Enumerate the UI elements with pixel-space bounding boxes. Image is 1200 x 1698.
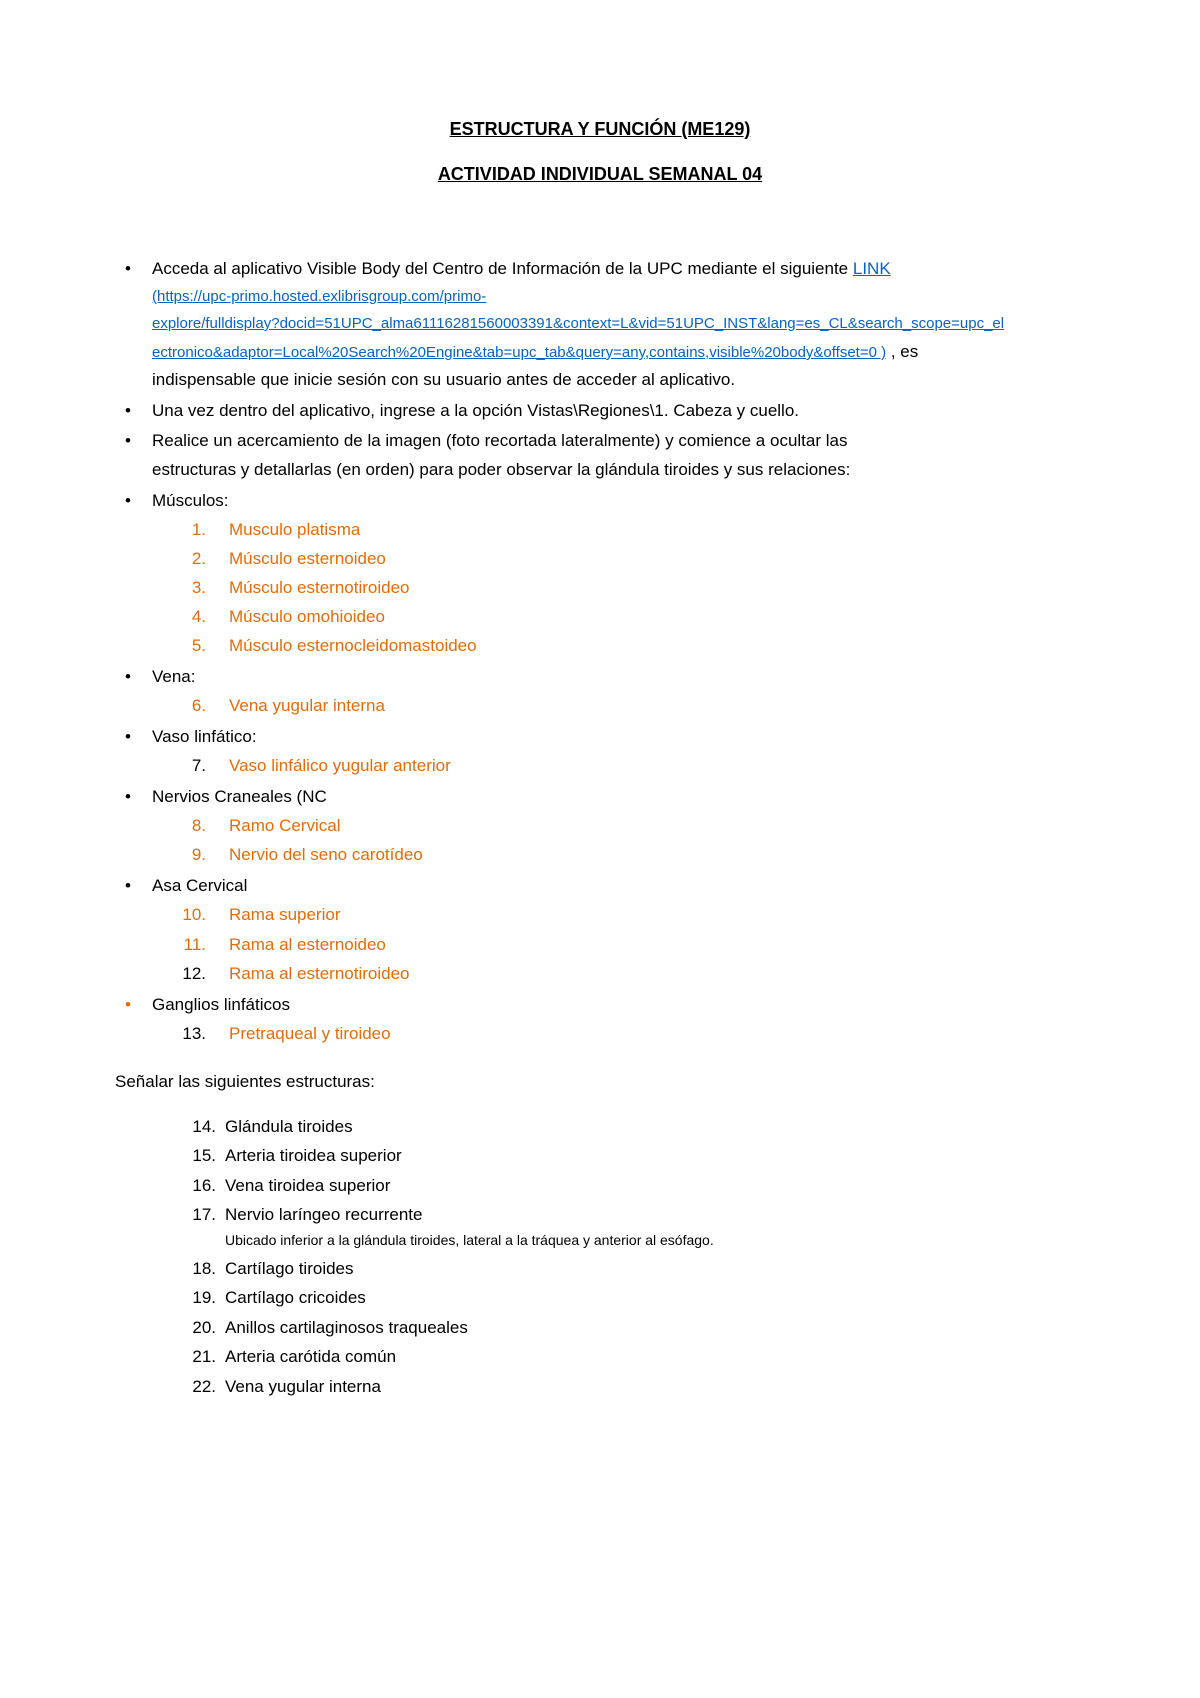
list-item: Nervio laríngeo recurrente bbox=[225, 1205, 423, 1224]
item-number: 22. bbox=[192, 1377, 216, 1396]
bullet-icon: • bbox=[125, 876, 131, 895]
list-item: Musculo platisma bbox=[229, 520, 361, 539]
url-link-part-1[interactable]: (https://upc-primo.hosted.exlibrisgroup.com/primo- bbox=[152, 288, 487, 305]
list-item: Nervio del seno carotídeo bbox=[229, 845, 423, 864]
list-item: Músculo esternotiroideo bbox=[229, 578, 410, 597]
document-subtitle: ACTIVIDAD INDIVIDUAL SEMANAL 04 bbox=[437, 164, 763, 184]
item-note: Ubicado inferior a la glándula tiroides, lateral a la tráquea y anterior al esófago. bbox=[225, 1232, 714, 1248]
item-number: 9. bbox=[191, 845, 206, 864]
intro-text: Acceda al aplicativo Visible Body del Centro de Información de la UPC mediante el siguiente bbox=[152, 259, 853, 278]
item-number: 15. bbox=[192, 1146, 216, 1165]
list-item: Vena yugular interna bbox=[225, 1377, 381, 1396]
item-number: 14. bbox=[192, 1117, 216, 1136]
list-item: Vena yugular interna bbox=[229, 696, 385, 715]
url-link-part-3[interactable]: ectronico&adaptor=Local%20Search%20Engine&tab=upc_tab&query=any,contains,visible%20body&offset=0 ) bbox=[152, 344, 887, 361]
list-item: Glándula tiroides bbox=[225, 1117, 353, 1136]
item-number: 1. bbox=[191, 520, 206, 539]
link-anchor[interactable]: LINK bbox=[852, 259, 891, 278]
group-vena: Vena: bbox=[152, 667, 196, 686]
item-number: 13. bbox=[182, 1024, 206, 1043]
item-number: 7. bbox=[191, 756, 206, 775]
list-item: Anillos cartilaginosos traqueales bbox=[225, 1318, 468, 1337]
list-item: Vena tiroidea superior bbox=[225, 1176, 391, 1195]
document-title: ESTRUCTURA Y FUNCIÓN (ME129) bbox=[449, 119, 751, 139]
list-item: Ramo Cervical bbox=[229, 816, 341, 835]
item-number: 11. bbox=[183, 935, 206, 954]
list-item: Músculo esternocleidomastoideo bbox=[229, 636, 477, 655]
section-heading: Señalar las siguientes estructuras: bbox=[115, 1072, 375, 1091]
item-number: 20. bbox=[192, 1318, 216, 1337]
bullet-icon: • bbox=[125, 727, 131, 746]
item-number: 8. bbox=[191, 816, 206, 835]
list-item: Rama al esternoideo bbox=[229, 935, 386, 954]
item-number: 21. bbox=[192, 1347, 216, 1366]
list-item: Cartílago cricoides bbox=[225, 1288, 366, 1307]
item-number: 4. bbox=[191, 607, 206, 626]
item-number: 6. bbox=[191, 696, 206, 715]
item-number: 12. bbox=[182, 964, 206, 983]
bullet-icon: • bbox=[125, 259, 131, 278]
bullet-icon: • bbox=[125, 787, 131, 806]
bullet-icon: • bbox=[125, 401, 131, 420]
item-number: 19. bbox=[192, 1288, 216, 1307]
list-item: Músculo omohioideo bbox=[229, 607, 385, 626]
instruction-3-line-2: estructuras y detallarlas (en orden) para poder observar la glándula tiroides y sus relaciones: bbox=[152, 460, 851, 479]
group-vaso: Vaso linfático: bbox=[152, 727, 257, 746]
list-item: Arteria tiroidea superior bbox=[225, 1146, 402, 1165]
bullet-icon: • bbox=[125, 667, 131, 686]
intro-line-5: indispensable que inicie sesión con su usuario antes de acceder al aplicativo. bbox=[152, 370, 736, 389]
instruction-3-line-1: Realice un acercamiento de la imagen (foto recortada lateralmente) y comience a ocultar las bbox=[152, 431, 848, 450]
group-nervios: Nervios Craneales (NC bbox=[152, 787, 327, 806]
list-item: Cartílago tiroides bbox=[225, 1259, 354, 1278]
group-ganglios: Ganglios linfáticos bbox=[152, 995, 290, 1014]
list-item: Pretraqueal y tiroideo bbox=[229, 1024, 391, 1043]
item-number: 10. bbox=[182, 905, 206, 924]
url-line-1 bbox=[152, 286, 486, 308]
url-line-2 bbox=[152, 313, 1004, 335]
group-musculos: Músculos: bbox=[152, 491, 229, 510]
bullet-icon: • bbox=[125, 995, 131, 1014]
list-item: Vaso linfálico yugular anterior bbox=[229, 756, 451, 775]
list-item: Rama superior bbox=[229, 905, 341, 924]
item-number: 2. bbox=[191, 549, 206, 568]
list-item: Músculo esternoideo bbox=[229, 549, 386, 568]
url-line-3 bbox=[152, 341, 918, 364]
item-number: 17. bbox=[192, 1205, 216, 1224]
intro-line-1 bbox=[152, 258, 891, 280]
group-asa: Asa Cervical bbox=[152, 876, 248, 895]
item-number: 5. bbox=[191, 636, 206, 655]
item-number: 18. bbox=[192, 1259, 216, 1278]
item-number: 16. bbox=[192, 1176, 216, 1195]
list-item: Rama al esternotiroideo bbox=[229, 964, 410, 983]
url-suffix: , es bbox=[886, 342, 919, 361]
bullet-icon: • bbox=[125, 491, 131, 510]
url-link-part-2[interactable]: explore/fulldisplay?docid=51UPC_alma61116281560003391&context=L&vid=51UPC_INST&lang=es_CL&search_scope=upc_el bbox=[152, 315, 1005, 332]
bullet-icon: • bbox=[125, 431, 131, 450]
item-number: 3. bbox=[191, 578, 206, 597]
list-item: Arteria carótida común bbox=[225, 1347, 397, 1366]
instruction-2: Una vez dentro del aplicativo, ingrese a la opción Vistas\Regiones\1. Cabeza y cuello. bbox=[152, 401, 800, 420]
